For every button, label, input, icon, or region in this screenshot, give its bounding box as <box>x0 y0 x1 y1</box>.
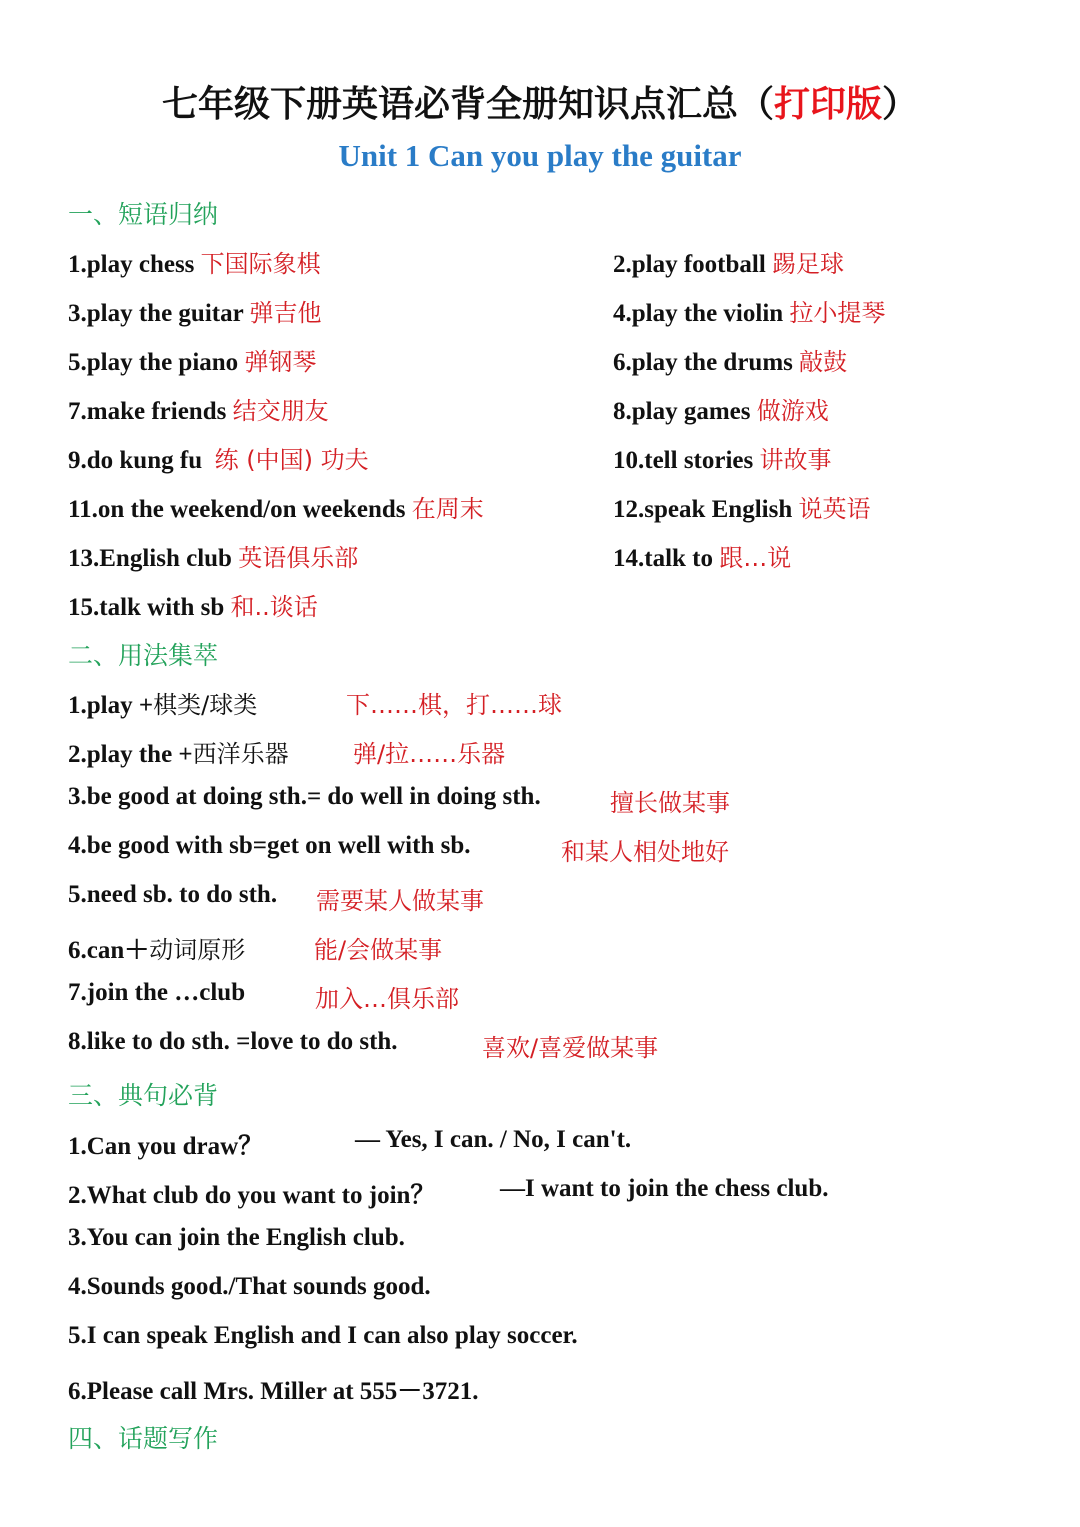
usage-cn: 弹/拉……乐器 <box>353 740 506 768</box>
sentence-item: 4.Sounds good./That sounds good. <box>68 1273 431 1300</box>
phrase-cn: 说英语 <box>798 495 871 523</box>
usage-en: 6.can＋ <box>68 937 150 964</box>
usage-cn: 下……棋，打……球 <box>346 691 562 719</box>
usage-item <box>68 832 471 860</box>
phrase-item <box>68 293 322 328</box>
phrase-en: 1.play chess <box>68 251 195 278</box>
usage-item <box>68 734 289 769</box>
title-print-version: 打印版 <box>773 84 882 125</box>
phrase-item <box>68 342 316 377</box>
phrase-en: 15.talk with sb <box>68 594 225 621</box>
sentence-item: 6.Please call Mrs. Miller at 555－3721. <box>68 1378 479 1405</box>
phrase-item <box>613 244 844 279</box>
usage-en: 3.be good at doing sth.= do well in doing sth. <box>68 783 541 810</box>
phrase-item <box>68 244 321 279</box>
phrase-en: 10.tell stories <box>613 447 754 474</box>
phrase-item <box>613 293 885 328</box>
usage-en: 8.like to do sth. =love to do sth. <box>68 1028 398 1055</box>
phrase-item <box>613 489 871 524</box>
phrase-cn: 英语俱乐部 <box>238 544 359 572</box>
phrase-cn: 和..谈话 <box>230 593 318 621</box>
usage-en: 2.play the + <box>68 741 193 768</box>
usage-en: 5.need sb. to do sth. <box>68 881 278 908</box>
phrase-cn: 弹吉他 <box>249 299 322 327</box>
usage-cn: 需要某人做某事 <box>316 887 484 915</box>
phrase-en: 5.play the piano <box>68 349 239 376</box>
usage-cn: 加入…俱乐部 <box>315 985 459 1013</box>
phrase-item <box>68 440 369 475</box>
phrase-item <box>68 391 329 426</box>
usage-item <box>68 1028 398 1056</box>
sentence-question: 2.What club do you want to join？ <box>68 1182 436 1209</box>
sentence-item: 3.You can join the English club. <box>68 1224 405 1251</box>
phrase-item <box>68 489 484 524</box>
phrase-cn: 踢足球 <box>772 250 845 278</box>
usage-en-cn: 棋类/球类 <box>153 691 258 719</box>
phrase-en: 6.play the drums <box>613 349 793 376</box>
usage-en: 4.be good with sb=get on well with sb. <box>68 832 471 859</box>
phrase-item <box>613 538 791 573</box>
phrase-en: 14.talk to <box>613 545 713 572</box>
phrase-cn: 敲鼓 <box>799 348 848 376</box>
phrase-cn: 拉小提琴 <box>789 299 886 327</box>
phrase-cn: 在周末 <box>411 495 484 523</box>
phrase-en: 4.play the violin <box>613 300 784 327</box>
usage-cn: 和某人相处地好 <box>561 838 729 866</box>
phrase-item <box>613 440 831 475</box>
usage-cn: 喜欢/喜爱做某事 <box>482 1034 659 1062</box>
usage-cn: 擅长做某事 <box>610 789 730 817</box>
sentence-question: 1.Can you draw？ <box>68 1133 264 1160</box>
phrase-cn: 讲故事 <box>759 446 832 474</box>
section-heading-usages: 二、用法集萃 <box>68 641 219 670</box>
phrase-cn: 练 (中国) 功夫 <box>214 446 369 474</box>
phrase-item <box>613 342 847 377</box>
phrase-en: 7.make friends <box>68 398 227 425</box>
phrase-en: 8.play games <box>613 398 751 425</box>
usage-item <box>68 881 277 909</box>
usage-item <box>68 979 245 1007</box>
usage-en: 7.join the …club <box>68 979 246 1006</box>
sentence-answer: — Yes, I can. / No, I can't. <box>355 1126 632 1153</box>
usage-item <box>68 685 257 720</box>
phrase-en: 11.on the weekend/on weekends <box>68 496 406 523</box>
title-end: ） <box>882 84 919 125</box>
section-heading-writing: 四、话题写作 <box>68 1424 219 1453</box>
usage-cn: 能/会做某事 <box>314 936 443 964</box>
phrase-en: 12.speak English <box>613 496 793 523</box>
phrase-en: 3.play the guitar <box>68 300 244 327</box>
section-heading-phrases: 一、短语归纳 <box>68 200 219 229</box>
page-title <box>0 76 1080 127</box>
usage-en-cn: 西洋乐器 <box>192 740 289 768</box>
usage-en: 1.play + <box>68 692 154 719</box>
phrase-en: 2.play football <box>613 251 766 278</box>
usage-item <box>68 930 245 966</box>
phrase-item <box>613 391 829 426</box>
phrase-cn: 结交朋友 <box>232 397 329 425</box>
section-heading-sentences: 三、典句必背 <box>68 1081 219 1110</box>
phrase-cn: 做游戏 <box>756 397 829 425</box>
phrase-en: 9.do kung fu <box>68 447 203 474</box>
sentence-item: 5.I can speak English and I can also play soccer. <box>68 1322 578 1349</box>
phrase-en: 13.English club <box>68 545 232 572</box>
usage-en-cn: 动词原形 <box>149 936 246 964</box>
title-main: 七年级下册英语必背全册知识点汇总（ <box>161 84 774 125</box>
usage-item <box>68 783 541 811</box>
phrase-cn: 下国际象棋 <box>200 250 321 278</box>
phrase-cn: 跟…说 <box>719 544 792 572</box>
sentence-answer: —I want to join the chess club. <box>500 1175 829 1202</box>
unit-title: Unit 1 Can you play the guitar <box>338 138 742 173</box>
phrase-cn: 弹钢琴 <box>244 348 317 376</box>
phrase-item <box>68 538 358 573</box>
phrase-item <box>68 587 318 622</box>
